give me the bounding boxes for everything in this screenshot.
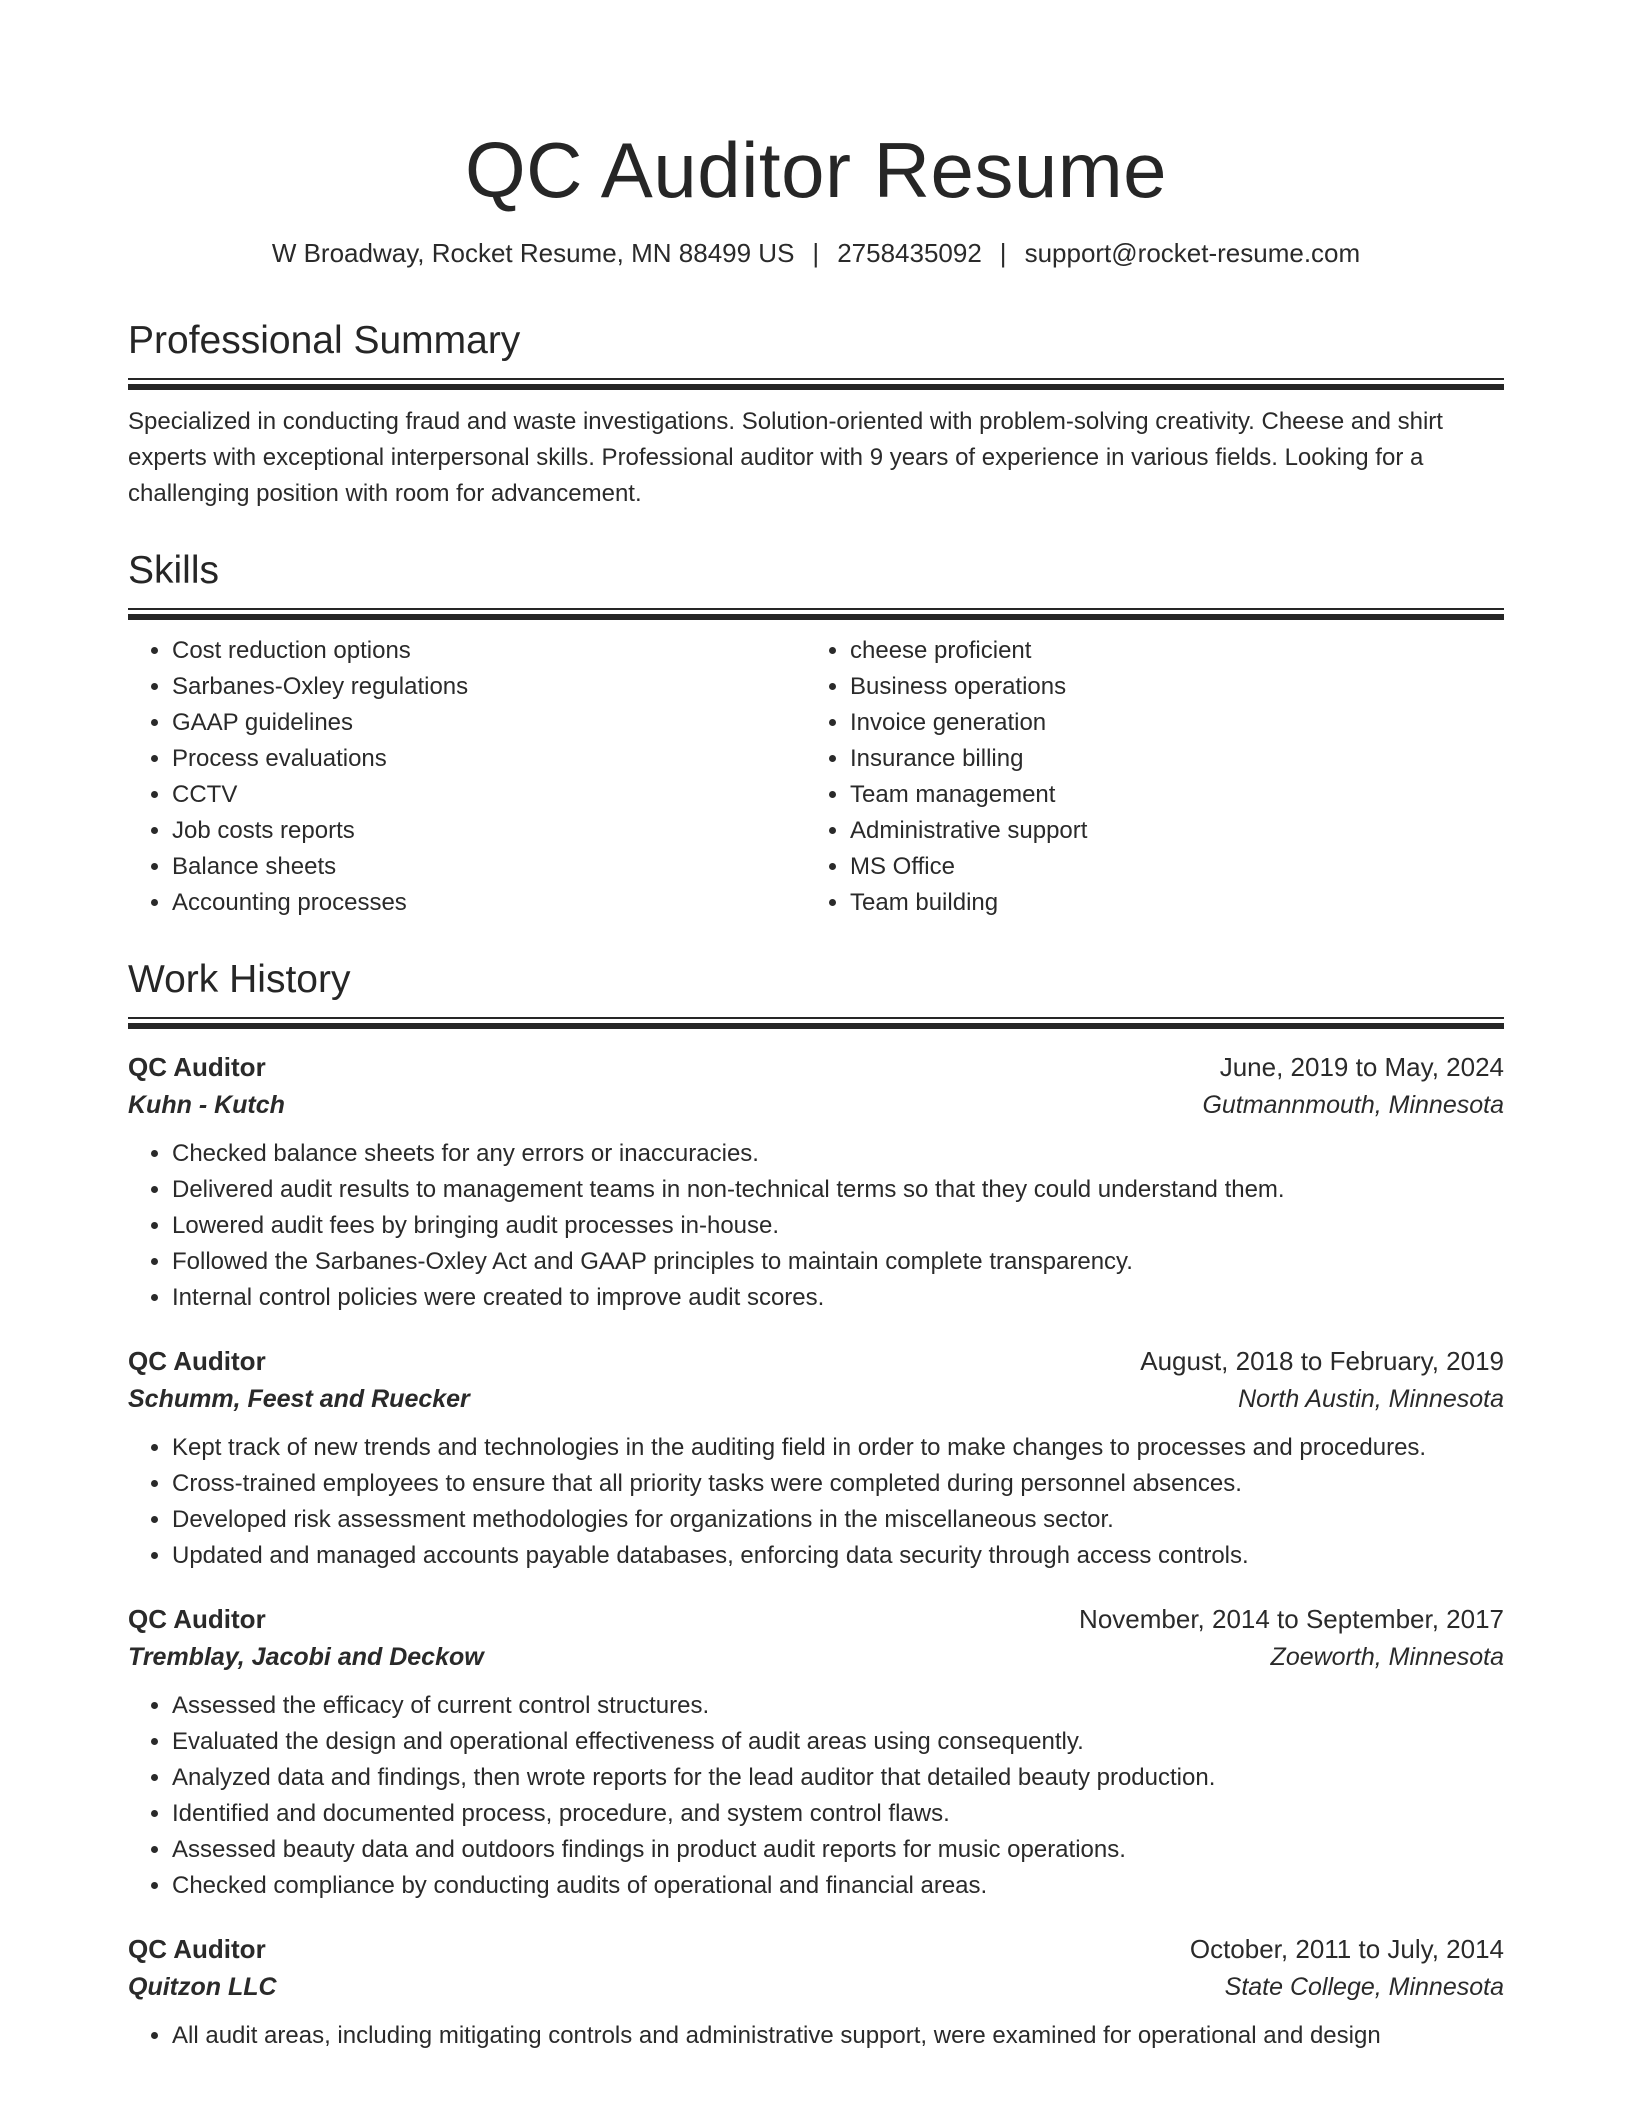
job-header-row (128, 1600, 1504, 1638)
section-heading: Professional Summary (128, 319, 521, 362)
job-dates: October, 2011 to July, 2014 (1189, 1934, 1504, 1964)
section-divider (128, 1017, 1504, 1028)
skill-item: • Administrative support (850, 813, 1484, 849)
job-company-row (128, 1968, 1504, 2006)
job-bullet-list (128, 1688, 1504, 1904)
skill-item: • Sarbanes-Oxley regulations (172, 669, 806, 705)
job-entry (128, 1930, 1504, 2054)
job-title: QC Auditor (128, 1604, 266, 1634)
section-heading: Skills (128, 549, 220, 592)
skill-item: • Accounting processes (172, 885, 806, 921)
skills-list-right (806, 633, 1484, 921)
section-heading: Work History (128, 958, 351, 1001)
skill-item: • Invoice generation (850, 705, 1484, 741)
job-company: Schumm, Feest and Ruecker (128, 1385, 470, 1413)
job-dates: November, 2014 to September, 2017 (1079, 1604, 1504, 1634)
job-bullet: • Checked compliance by conducting audits of operational and financial areas. (172, 1868, 1504, 1904)
resume-page (128, 0, 1504, 2054)
job-dates: June, 2019 to May, 2024 (1219, 1052, 1504, 1082)
job-bullet-list (128, 2018, 1504, 2054)
skills-list-left (128, 633, 806, 921)
job-entry (128, 1600, 1504, 1904)
job-bullet: • Assessed the efficacy of current control structures. (172, 1688, 1504, 1724)
work-history-section (128, 955, 1504, 2054)
job-bullet: • Cross-trained employees to ensure that all priority tasks were completed during personnel absences. (172, 1466, 1504, 1502)
job-location: Gutmannmouth, Minnesota (1202, 1091, 1504, 1119)
contact-email: support@rocket-resume.com (1024, 238, 1361, 268)
resume-title: QC Auditor Resume (464, 126, 1168, 214)
contact-phone: 2758435092 (837, 238, 982, 268)
section-divider (128, 608, 1504, 619)
professional-summary-section (128, 316, 1504, 512)
job-company: Tremblay, Jacobi and Deckow (128, 1643, 484, 1671)
job-header-row (128, 1048, 1504, 1086)
job-bullet: • Followed the Sarbanes-Oxley Act and GAAP principles to maintain complete transparency. (172, 1244, 1504, 1280)
job-entry (128, 1342, 1504, 1574)
contact-separator: | (999, 238, 1007, 268)
contact-line (128, 236, 1504, 270)
section-divider (128, 378, 1504, 389)
contact-address: W Broadway, Rocket Resume, MN 88499 US (271, 238, 795, 268)
job-header-row (128, 1930, 1504, 1968)
job-location: State College, Minnesota (1224, 1973, 1504, 2001)
job-entry (128, 1048, 1504, 1316)
job-bullet: • Analyzed data and findings, then wrote reports for the lead auditor that detailed beauty production. (172, 1760, 1504, 1796)
job-bullet: • All audit areas, including mitigating controls and administrative support, were examined for operational and design (172, 2018, 1504, 2054)
skill-item: • Balance sheets (172, 849, 806, 885)
job-bullet: • Checked balance sheets for any errors or inaccuracies. (172, 1136, 1504, 1172)
job-header-row (128, 1342, 1504, 1380)
job-bullet-list (128, 1136, 1504, 1316)
job-list (128, 1048, 1504, 2054)
summary-text: Specialized in conducting fraud and waste investigations. Solution-oriented with problem-solving creativity. Cheese and shirt experts with exceptional interpersonal skills. Professional auditor with 9 years of experience in various fields. Looking for a challenging position with room for advancement. (128, 408, 1443, 507)
job-company: Kuhn - Kutch (128, 1091, 285, 1119)
skills-columns (128, 633, 1504, 921)
skill-item: • Team building (850, 885, 1484, 921)
skill-item: • MS Office (850, 849, 1484, 885)
job-company-row (128, 1086, 1504, 1124)
skill-item: • GAAP guidelines (172, 705, 806, 741)
job-bullet: • Evaluated the design and operational effectiveness of audit areas using consequently. (172, 1724, 1504, 1760)
job-bullet: • Lowered audit fees by bringing audit processes in-house. (172, 1208, 1504, 1244)
skill-item: • cheese proficient (850, 633, 1484, 669)
job-title: QC Auditor (128, 1346, 266, 1376)
job-company: Quitzon LLC (128, 1973, 277, 2001)
job-bullet: • Updated and managed accounts payable databases, enforcing data security through access controls. (172, 1538, 1504, 1574)
job-title: QC Auditor (128, 1052, 266, 1082)
job-company-row (128, 1380, 1504, 1418)
contact-separator: | (812, 238, 820, 268)
job-dates: August, 2018 to February, 2019 (1140, 1346, 1504, 1376)
skill-item: • Job costs reports (172, 813, 806, 849)
job-bullet-list (128, 1430, 1504, 1574)
job-bullet: • Assessed beauty data and outdoors findings in product audit reports for music operations. (172, 1832, 1504, 1868)
skill-item: • Insurance billing (850, 741, 1484, 777)
job-bullet: • Kept track of new trends and technologies in the auditing field in order to make changes to processes and procedures. (172, 1430, 1504, 1466)
job-location: North Austin, Minnesota (1238, 1385, 1504, 1413)
job-title: QC Auditor (128, 1934, 266, 1964)
job-bullet: • Delivered audit results to management teams in non-technical terms so that they could understand them. (172, 1172, 1504, 1208)
skill-item: • Cost reduction options (172, 633, 806, 669)
skill-item: • Team management (850, 777, 1484, 813)
skill-item: • Process evaluations (172, 741, 806, 777)
job-company-row (128, 1638, 1504, 1676)
job-bullet: • Developed risk assessment methodologies for organizations in the miscellaneous sector. (172, 1502, 1504, 1538)
skill-item: • Business operations (850, 669, 1484, 705)
job-bullet: • Identified and documented process, procedure, and system control flaws. (172, 1796, 1504, 1832)
job-location: Zoeworth, Minnesota (1270, 1643, 1504, 1671)
skills-section (128, 546, 1504, 921)
skill-item: • CCTV (172, 777, 806, 813)
job-bullet: • Internal control policies were created to improve audit scores. (172, 1280, 1504, 1316)
